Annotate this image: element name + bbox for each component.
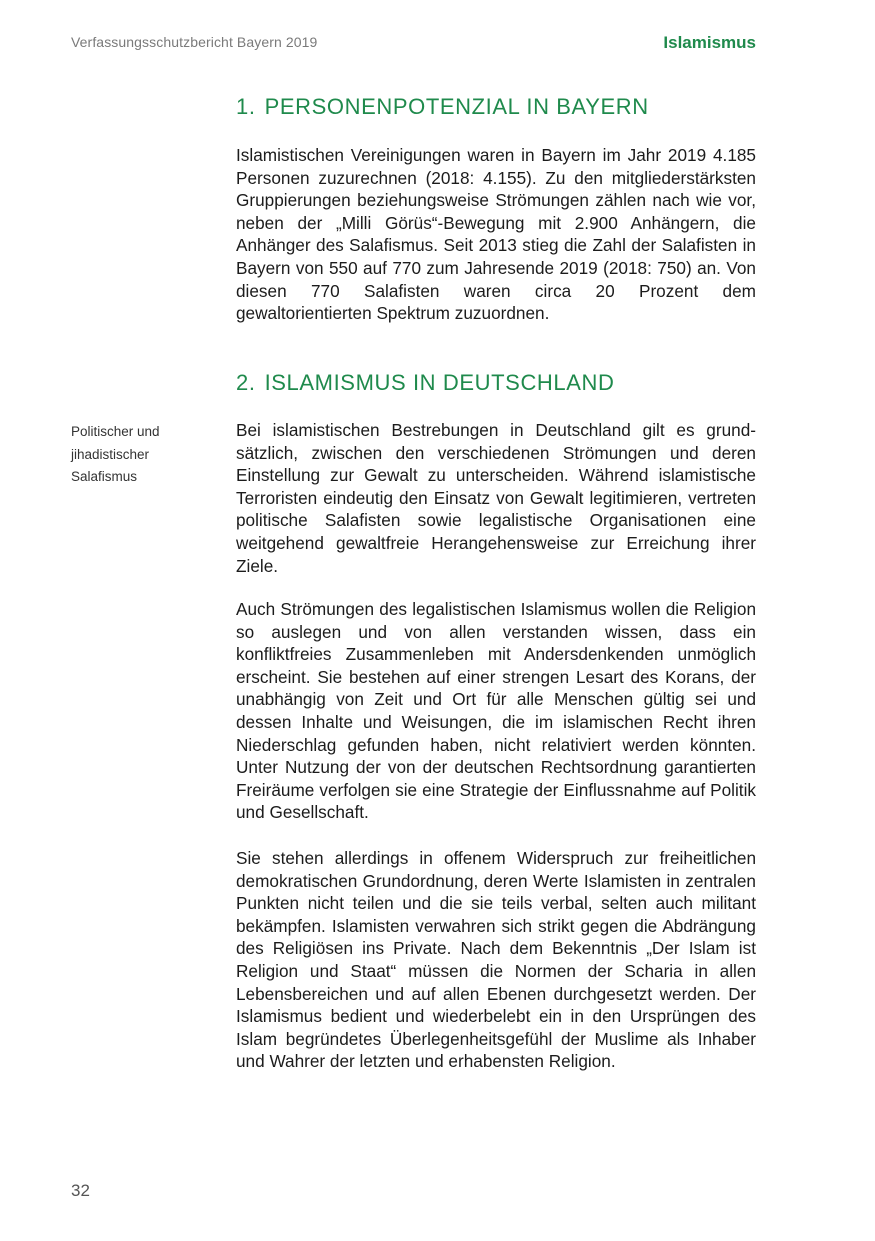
- paragraph: Sie stehen allerdings in offenem Widerspruch zur freiheitlichen demokratischen Grundordnung, deren Werte Islamisten in zentralen Punkten nicht teilen und die sie teils verbal, selten auch militant bekämpfen. Islamisten verwahren sich strikt gegen die Abdrängung des Religiösen ins Private. Nach dem Bekenntnis „Der Islam ist Religion und Staat“ müssen die Normen der Scharia in allen Lebensbereichen und auf allen Ebenen durchgesetzt werden. Der Islamismus bedient und wiederbelebt ein in den Ursprüngen des Islam begründetes Überlegenheitsgefühl der Muslime als Inhaber und Wahrer der letzten und erhabensten Religion.: [236, 848, 756, 1072]
- paragraph: Auch Strömungen des legalistischen Islamismus wollen die Religion so auslegen und von allen verstanden wissen, dass ein konfliktfreies Zusammenleben mit Andersdenkenden unmöglich erscheint. Sie bestehen auf einer strengen Lesart des Korans, der unabhängig von Zeit und Ort für alle Menschen gültig sei und dessen Inhalte und Weisungen, die im islamischen Recht ihren Niederschlag gefunden haben, nicht relativiert werden könnten. Unter Nutzung der von der deutschen Rechtsordnung garantierten Freiräume verfolgen sie eine Strategie der Einflussnahme auf Politik und Gesellschaft.: [236, 599, 756, 823]
- page-number: 32: [71, 1181, 90, 1200]
- paragraph: Bei islamistischen Bestrebungen in Deutschland gilt es grundsätzlich, zwischen den verschiedenen Strömungen und deren Einstellung zur Gewalt zu unterscheiden. Während islamistische Terroristen eindeutig den Einsatz von Gewalt legitimieren, vertreten politische Salafisten sowie legalistische Organisationen eine weitgehend gewaltfreie Herangehensweise zur Erreichung ihrer Ziele.: [236, 420, 756, 576]
- section-title: PERSONENPOTENZIAL IN BAYERN: [264, 94, 649, 119]
- section-label: Islamismus: [663, 33, 756, 52]
- margin-note: Politischer und jihadistischer Salafismus: [71, 424, 160, 484]
- section-title: ISLAMISMUS IN DEUTSCHLAND: [264, 370, 615, 395]
- paragraph: Islamistischen Vereinigungen waren in Bayern im Jahr 2019 4.185 Personen zuzurechnen (2018: 4.155). Zu den mitgliederstärksten Gruppierungen beziehungsweise Strömungen zählen nach wie vor, neben der „Milli Görüs“-Bewegung mit 2.900 Anhängern, die Anhänger des Salafismus. Seit 2013 stieg die Zahl der Salafisten in Bayern von 550 auf 770 zum Jahresende 2019 (2018: 750) an. Von diesen 770 Salafisten waren circa 20 Prozent dem gewaltorientierten Spektrum zuzuordnen.: [236, 145, 756, 324]
- running-header: Verfassungsschutzbericht Bayern 2019: [71, 34, 318, 50]
- section-heading-2: [236, 370, 615, 396]
- section-number: 1.: [236, 94, 256, 119]
- section-number: 2.: [236, 370, 256, 395]
- section-heading-1: [236, 94, 649, 120]
